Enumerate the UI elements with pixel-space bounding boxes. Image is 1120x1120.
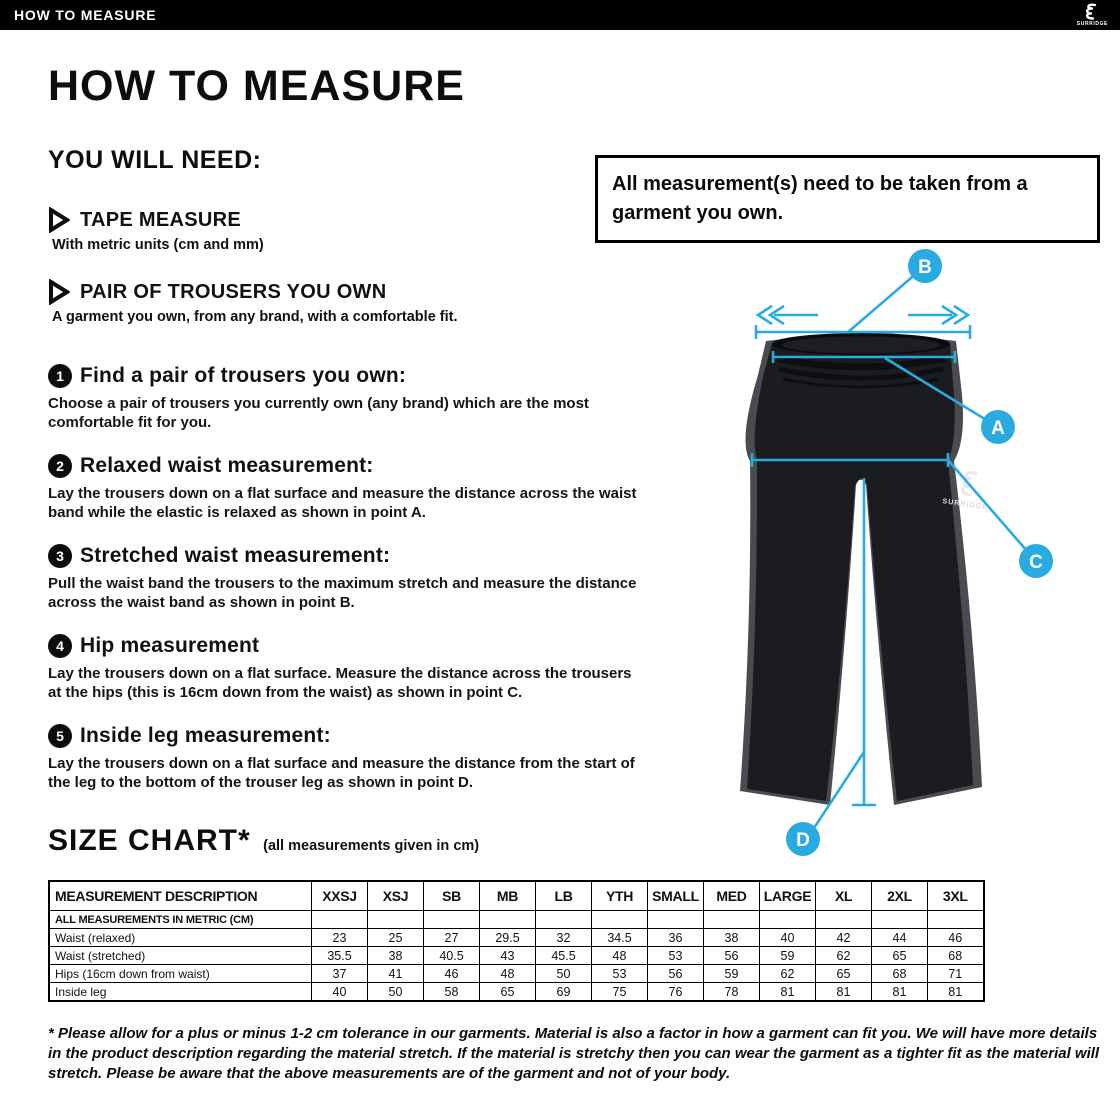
point-badge-c	[1019, 544, 1053, 578]
surridge-s-icon	[1082, 3, 1102, 21]
step-body: Pull the waist band the trousers to the maximum stretch and measure the distance across the waist band as shown in point B.	[48, 575, 637, 611]
top-bar-title: HOW TO MEASURE	[14, 7, 157, 23]
need-item-subtitle: With metric units (cm and mm)	[52, 237, 264, 253]
col-header-size: LB	[536, 881, 592, 911]
size-value-cell: 48	[592, 947, 648, 965]
size-chart-row	[49, 965, 984, 983]
step-number-badge: 5	[48, 724, 72, 748]
step-number-badge: 3	[48, 544, 72, 568]
size-chart-header-row	[49, 881, 984, 911]
row-label: Waist (relaxed)	[49, 929, 312, 947]
col-header-size: 2XL	[872, 881, 928, 911]
size-value-cell: 29.5	[480, 929, 536, 947]
point-badge-d	[786, 822, 820, 856]
size-value-cell: 38	[368, 947, 424, 965]
size-value-cell: 42	[816, 929, 872, 947]
size-value-cell: 35.5	[312, 947, 368, 965]
size-value-cell: 75	[592, 983, 648, 1002]
metric-note-row	[49, 911, 984, 929]
size-value-cell: 81	[872, 983, 928, 1002]
measurement-note-box: All measurement(s) need to be taken from a garment you own.	[595, 155, 1100, 243]
size-value-cell: 53	[648, 947, 704, 965]
size-chart-row	[49, 929, 984, 947]
empty-cell	[424, 911, 480, 929]
col-header-measurement-description: MEASUREMENT DESCRIPTION	[49, 881, 312, 911]
need-item-trousers	[48, 279, 608, 325]
empty-cell	[872, 911, 928, 929]
size-value-cell: 71	[928, 965, 984, 983]
step-number-badge: 2	[48, 454, 72, 478]
row-label: Inside leg	[49, 983, 312, 1002]
size-chart-title: SIZE CHART*	[48, 824, 251, 857]
row-label: Waist (stretched)	[49, 947, 312, 965]
triangle-bullet-icon	[48, 279, 70, 305]
trousers-body	[747, 338, 973, 802]
tolerance-disclaimer: * Please allow for a plus or minus 1-2 cm tolerance in our garments. Material is also a factor in how a garment can fit you. We will have more details in the product description regarding the material stretch. If the material is stretchy then you can wear the garment as a tighter fit as the material will stretch. Please be aware that the above measurements are of the garment and not of your body.	[48, 1025, 1100, 1082]
empty-cell	[760, 911, 816, 929]
size-value-cell: 81	[816, 983, 872, 1002]
page-title: HOW TO MEASURE	[48, 62, 465, 110]
step-number-badge: 4	[48, 634, 72, 658]
need-item-title: TAPE MEASURE	[80, 208, 242, 231]
size-value-cell: 34.5	[592, 929, 648, 947]
size-value-cell: 50	[368, 983, 424, 1002]
row-label: Hips (16cm down from waist)	[49, 965, 312, 983]
size-value-cell: 32	[536, 929, 592, 947]
point-badge-a	[981, 410, 1015, 444]
size-value-cell: 46	[928, 929, 984, 947]
size-value-cell: 56	[704, 947, 760, 965]
size-chart-row	[49, 983, 984, 1002]
size-value-cell: 65	[872, 947, 928, 965]
step-title: Stretched waist measurement:	[80, 544, 391, 567]
size-value-cell: 81	[760, 983, 816, 1002]
step-title: Relaxed waist measurement:	[80, 454, 374, 477]
size-value-cell: 41	[368, 965, 424, 983]
empty-cell	[592, 911, 648, 929]
step-body: Lay the trousers down on a flat surface. Measure the distance across the trousers at the hips (this is 16cm down from the waist) as shown in point C.	[48, 665, 632, 701]
col-header-size: LARGE	[760, 881, 816, 911]
col-header-size: SB	[424, 881, 480, 911]
size-value-cell: 78	[704, 983, 760, 1002]
surridge-logo-text: SURRIDGE	[1076, 21, 1108, 27]
size-value-cell: 38	[704, 929, 760, 947]
size-value-cell: 65	[480, 983, 536, 1002]
svg-text:D: D	[796, 830, 810, 851]
size-value-cell: 37	[312, 965, 368, 983]
size-value-cell: 68	[872, 965, 928, 983]
you-will-need-heading: YOU WILL NEED:	[48, 146, 262, 174]
step-4	[48, 634, 644, 702]
size-value-cell: 69	[536, 983, 592, 1002]
size-value-cell: 50	[536, 965, 592, 983]
col-header-size: XXSJ	[312, 881, 368, 911]
col-header-size: 3XL	[928, 881, 984, 911]
empty-cell	[480, 911, 536, 929]
size-value-cell: 40	[312, 983, 368, 1002]
step-title: Inside leg measurement:	[80, 724, 331, 747]
col-header-size: XSJ	[368, 881, 424, 911]
size-value-cell: 25	[368, 929, 424, 947]
size-value-cell: 53	[592, 965, 648, 983]
need-item-title: PAIR OF TROUSERS YOU OWN	[80, 280, 387, 303]
step-5	[48, 724, 644, 792]
triangle-bullet-icon	[48, 207, 70, 233]
size-chart-row	[49, 947, 984, 965]
size-value-cell: 59	[704, 965, 760, 983]
measure-line-b	[756, 272, 970, 339]
size-value-cell: 48	[480, 965, 536, 983]
step-body: Lay the trousers down on a flat surface and measure the distance across the waist band while the elastic is relaxed as shown in point A.	[48, 485, 637, 521]
step-2	[48, 454, 644, 522]
empty-cell	[816, 911, 872, 929]
size-value-cell: 23	[312, 929, 368, 947]
col-header-size: MED	[704, 881, 760, 911]
size-value-cell: 58	[424, 983, 480, 1002]
step-number-badge: 1	[48, 364, 72, 388]
size-value-cell: 76	[648, 983, 704, 1002]
stretch-arrow-left	[758, 306, 818, 324]
svg-text:C: C	[1029, 552, 1043, 573]
size-value-cell: 59	[760, 947, 816, 965]
empty-cell	[312, 911, 368, 929]
size-value-cell: 62	[760, 965, 816, 983]
step-title: Find a pair of trousers you own:	[80, 364, 407, 387]
size-chart-subtitle: (all measurements given in cm)	[263, 838, 480, 854]
step-title: Hip measurement	[80, 634, 260, 657]
col-header-size: YTH	[592, 881, 648, 911]
size-value-cell: 68	[928, 947, 984, 965]
size-value-cell: 81	[928, 983, 984, 1002]
size-value-cell: 43	[480, 947, 536, 965]
size-value-cell: 40.5	[424, 947, 480, 965]
need-item-tape-measure	[48, 207, 608, 253]
stretch-arrow-right	[908, 306, 968, 324]
col-header-size: SMALL	[648, 881, 704, 911]
col-header-size: XL	[816, 881, 872, 911]
top-bar	[0, 0, 1120, 30]
point-badge-b	[908, 249, 942, 283]
size-value-cell: 27	[424, 929, 480, 947]
empty-cell	[704, 911, 760, 929]
size-value-cell: 56	[648, 965, 704, 983]
empty-cell	[536, 911, 592, 929]
trousers-measurement-diagram	[700, 245, 1120, 885]
svg-text:SURRIDGE: SURRIDGE	[941, 496, 989, 512]
size-value-cell: 44	[872, 929, 928, 947]
need-item-subtitle: A garment you own, from any brand, with a comfortable fit.	[52, 309, 458, 325]
col-header-size: MB	[480, 881, 536, 911]
empty-cell	[368, 911, 424, 929]
size-chart-table	[48, 880, 985, 1002]
size-value-cell: 65	[816, 965, 872, 983]
size-value-cell: 40	[760, 929, 816, 947]
size-value-cell: 45.5	[536, 947, 592, 965]
svg-text:B: B	[918, 257, 932, 278]
empty-cell	[928, 911, 984, 929]
step-1	[48, 364, 644, 432]
step-body: Lay the trousers down on a flat surface and measure the distance from the start of the leg to the bottom of the trouser leg as shown in point D.	[48, 755, 635, 791]
size-value-cell: 62	[816, 947, 872, 965]
empty-cell	[648, 911, 704, 929]
size-value-cell: 46	[424, 965, 480, 983]
step-body: Choose a pair of trousers you currently own (any brand) which are the most comfortable fit for you.	[48, 395, 589, 431]
size-value-cell: 36	[648, 929, 704, 947]
svg-text:A: A	[991, 418, 1005, 439]
size-chart-heading	[48, 824, 479, 858]
surridge-logo	[1077, 3, 1108, 27]
metric-note-cell: ALL MEASUREMENTS IN METRIC (CM)	[49, 911, 312, 929]
step-3	[48, 544, 644, 612]
